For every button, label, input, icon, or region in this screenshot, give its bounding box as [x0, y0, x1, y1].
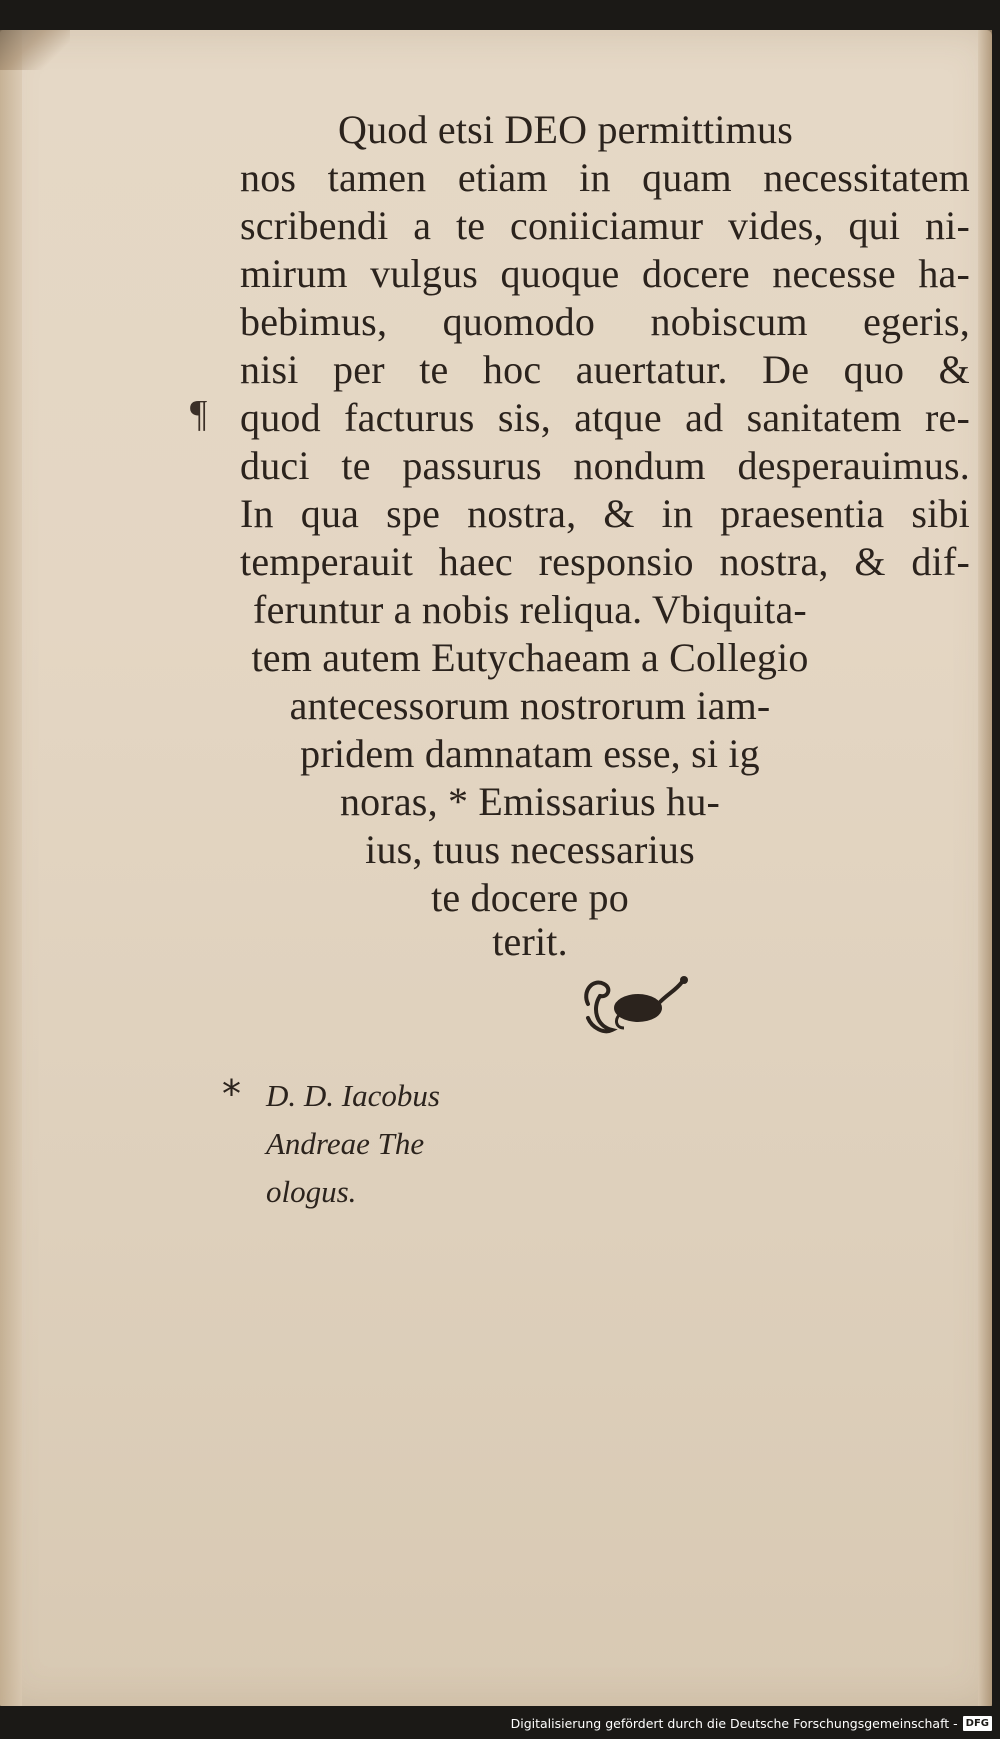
- digitization-credit: [511, 1711, 992, 1735]
- text-line: noras, * Emissarius hu-: [339, 779, 721, 824]
- credit-text: Digitalisierung gefördert durch die Deutsche Forschungsgemeinschaft -: [510, 1715, 958, 1731]
- margin-pilcrow-mark: ¶: [190, 393, 208, 435]
- text-line: nisi per te hoc auertatur. De quo &: [240, 347, 970, 392]
- text-line: Quod etsi DEO permittimus: [338, 107, 793, 152]
- footnote-line: ologus.: [266, 1174, 357, 1209]
- text-line: te docere po: [431, 875, 629, 920]
- text-line: feruntur a nobis reliqua. Vbiquita-: [253, 587, 807, 632]
- text-line: In qua spe nostra, & in praesentia sibi: [240, 491, 970, 536]
- text-line: quod facturus sis, atque ad sanitatem re-: [240, 395, 970, 440]
- text-line: nos tamen etiam in quam necessitatem: [240, 155, 970, 200]
- text-line: temperauit haec responsio nostra, & dif-: [240, 539, 970, 584]
- text-line: tem autem Eutychaeam a Collegio: [251, 635, 809, 680]
- text-line: pridem damnatam esse, si ig: [300, 731, 760, 776]
- text-line: antecessorum nostrorum iam-: [289, 683, 771, 728]
- dfg-logo-icon: DFG: [963, 1716, 992, 1731]
- text-line: bebimus, quomodo nobiscum egeris,: [240, 299, 970, 344]
- footnote-asterisk: *: [222, 1072, 241, 1116]
- text-line: ius, tuus necessarius: [365, 827, 695, 872]
- footnote-line: Andreae The: [266, 1126, 425, 1161]
- text-line: mirum vulgus quoque docere necesse ha-: [240, 251, 970, 296]
- text-line: scribendi a te coniiciamur vides, qui ni-: [240, 203, 970, 248]
- page-damaged-corner: [0, 30, 70, 70]
- text-line: terit.: [492, 919, 568, 964]
- text-line: duci te passurus nondum desperauimus.: [240, 443, 970, 488]
- printer-ornament-icon: [574, 968, 692, 1040]
- footnote-line: D. D. Iacobus: [266, 1078, 440, 1113]
